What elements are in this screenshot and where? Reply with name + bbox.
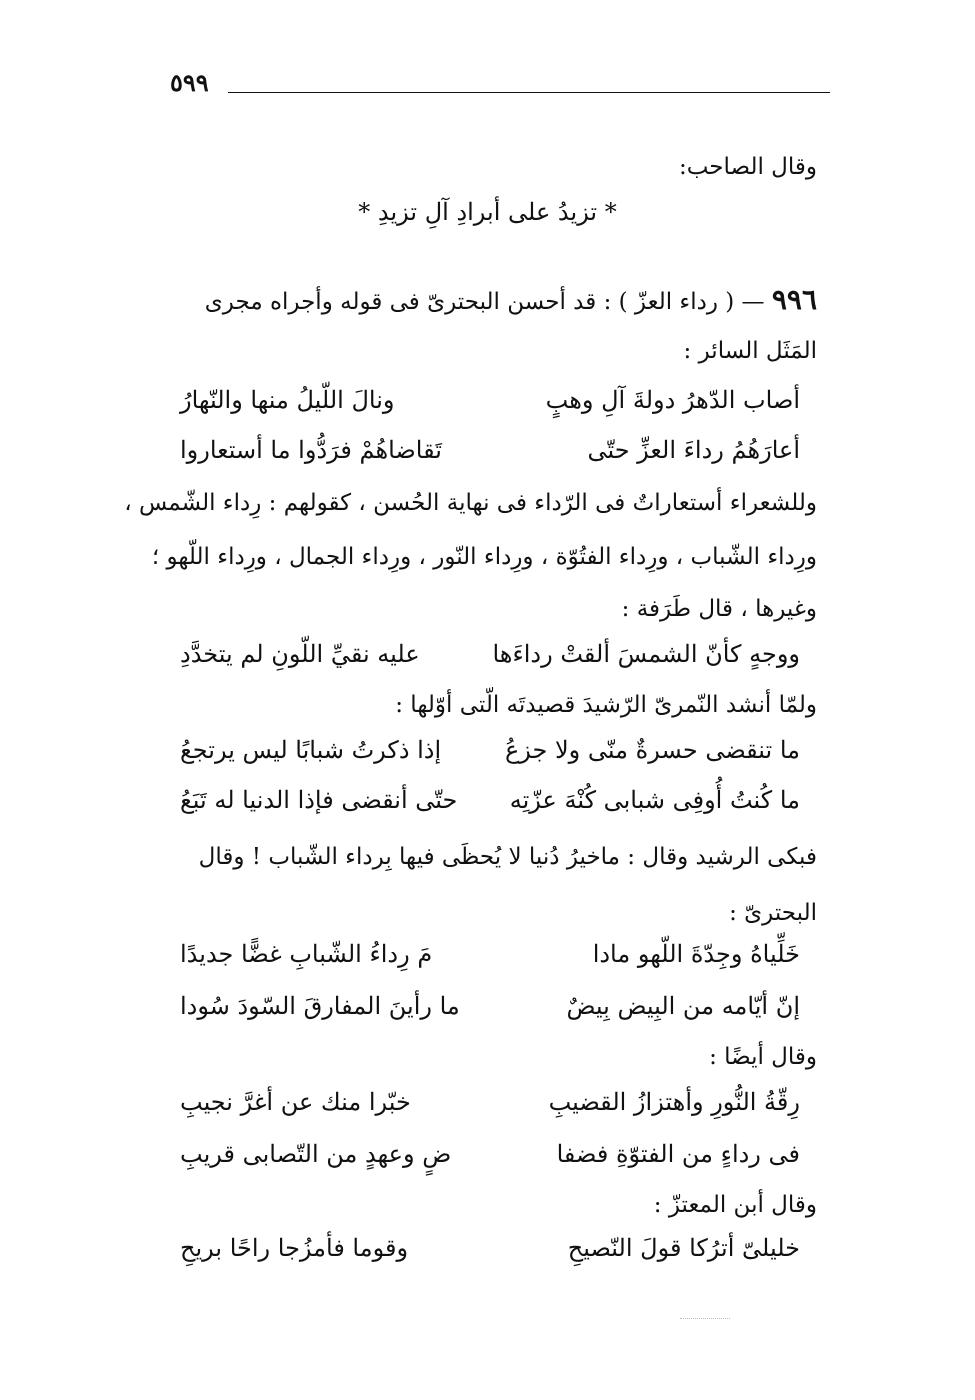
verse-3-first-hemistich: ووجهٍ كأنّ الشمسَ ألقتْ رداءَها — [492, 640, 800, 668]
scan-speck — [680, 1318, 730, 1319]
verse-8-second-hemistich: خبّرا منك عن أغرَّ نجيبِ — [180, 1088, 411, 1116]
text-line-tarafa: وغيرها ، قال طَرَفة : — [621, 596, 817, 622]
text-line-also-said: وقال أيضًا : — [709, 1044, 817, 1070]
verse-4-second-hemistich: إذا ذكرتُ شبابًا ليس يرتجعُ — [180, 736, 442, 764]
page-header — [170, 68, 830, 108]
verse-5-first-hemistich: ما كُنتُ أُوفِى شبابى كُنْهَ عزّتِه — [509, 786, 800, 814]
quoted-half-verse: * تزيدُ على أبرادِ آلِ تزيدِ * — [358, 198, 617, 226]
verse-6-second-hemistich: مَ رِداءُ الشّبابِ غضًّا جديدًا — [180, 940, 433, 968]
entry-heading-line — [205, 283, 817, 319]
verse-5 — [180, 786, 800, 826]
verse-7-second-hemistich: ما رأينَ المفارقَ السّودَ سُودا — [180, 992, 460, 1020]
verse-7 — [180, 992, 800, 1032]
text-line-buhturi: البحترىّ : — [729, 900, 817, 926]
verse-2-first-hemistich: أعارَهُمُ رداءَ العزِّ حتّى — [587, 436, 800, 464]
verse-9-first-hemistich: فى رداءٍ من الفتوّةِ فضفا — [556, 1140, 800, 1168]
verse-2-second-hemistich: تَقاضاهُمْ فرَدُّوا ما أستعاروا — [180, 436, 442, 464]
page-number: ٥٩٩ — [170, 68, 209, 97]
text-line-intro-sahib: وقال الصاحب: — [678, 154, 817, 180]
verse-2 — [180, 436, 800, 476]
text-line-proverb: المَثَل السائر : — [683, 338, 817, 364]
verse-9-second-hemistich: ضٍ وعهدٍ من التّصابى قريبِ — [180, 1140, 452, 1168]
verse-4 — [180, 736, 800, 776]
text-line-metaphors: وللشعراء أستعاراتٌ فى الرّداء فى نهاية الحُسن ، كقولهم : رِداء الشّمس ، — [124, 490, 817, 516]
verse-6-first-hemistich: خَلِّياهُ وجِدّةَ اللّهو مادا — [592, 940, 800, 968]
verse-5-second-hemistich: حتّى أنقضى فإذا الدنيا له تَبَعُ — [180, 786, 458, 814]
text-line-cloaks-list: ورِداء الشّباب ، ورِداء الفتُوّة ، ورِداء النّور ، ورِداء الجمال ، ورِداء اللّهو ؛ — [151, 544, 817, 570]
verse-10-second-hemistich: وقوما فأمزُجا راحًا بريحِ — [180, 1234, 409, 1262]
header-rule — [228, 92, 830, 93]
text-line-numairi: ولمّا أنشد النّمرىّ الرّشيدَ قصيدتَه الّتى أوّلها : — [395, 692, 817, 718]
verse-1 — [180, 386, 800, 426]
verse-6 — [180, 940, 800, 980]
verse-10-first-hemistich: خليلىّ أترُكا قولَ النّصيحِ — [567, 1234, 800, 1262]
verse-4-first-hemistich: ما تنقضى حسرةٌ منّى ولا جزعُ — [504, 736, 800, 764]
verse-8-first-hemistich: رِقّةُ النُّورِ وأهتزازُ القضيبِ — [548, 1088, 800, 1116]
verse-1-first-hemistich: أصاب الدّهرُ دولةَ آلِ وهبٍ — [545, 386, 800, 414]
verse-9 — [180, 1140, 800, 1180]
verse-3-second-hemistich: عليه نقيِّ اللّونِ لم يتخدَّدِ — [180, 640, 420, 668]
entry-number: ٩٩٦ — [771, 283, 817, 316]
verse-7-first-hemistich: إنّ أيّامه من البِيض بِيضٌ — [566, 992, 800, 1020]
text-line-rashid: فبكى الرشيد وقال : ماخيرُ دُنيا لا يُحظَى فيها بِرداء الشّباب ! وقال — [198, 844, 817, 870]
text-line-ibn-mutazz: وقال أبن المعتزّ : — [653, 1192, 817, 1218]
verse-1-second-hemistich: ونالَ اللّيلُ منها والنّهارُ — [180, 386, 395, 414]
verse-3 — [180, 640, 800, 680]
verse-10 — [180, 1234, 800, 1274]
entry-heading-text: — ( رداء العزّ ) : قد أحسن البحترىّ فى قوله وأجراه مجرى — [204, 289, 772, 315]
verse-8 — [180, 1088, 800, 1128]
